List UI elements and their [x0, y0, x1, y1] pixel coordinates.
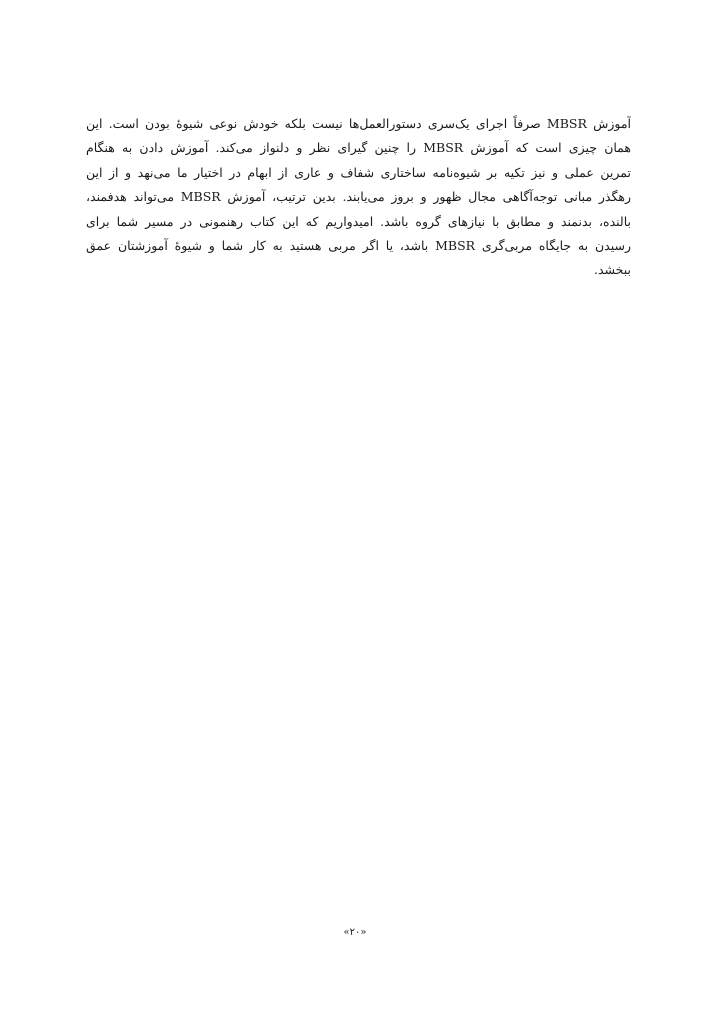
- paragraph-line: همان چیزی است که آموزش MBSR را چنین گیرای نظر و دلنواز می‌کند. آموزش دادن به هنگام: [86, 140, 631, 156]
- body-paragraph: [86, 112, 631, 283]
- paragraph-line: رهگذر مبانی توجه‌آگاهی مجال ظهور و بروز می‌یابند. بدین ترتیب، آموزش MBSR می‌تواند هدفمند،: [86, 189, 631, 205]
- page-number: «۲۰»: [343, 927, 367, 938]
- paragraph-line: آموزش MBSR صرفاً اجرای یک‌سری دستورالعمل‌ها نیست بلکه خودش نوعی شیوهٔ بودن است. این: [86, 116, 631, 131]
- paragraph-line: تمرین عملی و نیز تکیه بر شیوه‌نامه ساختاری شفاف و عاری از ابهام در اختیار ما می‌نهد و از این: [86, 164, 631, 180]
- paragraph-line-last: ببخشد.: [593, 262, 631, 278]
- paragraph-line: بالنده، بدنمند و مطابق با نیازهای گروه باشد. امیدواریم که این کتاب رهنمونی در مسیر شما برای: [86, 213, 631, 229]
- paragraph-line: رسیدن به جایگاه مربی‌گری MBSR باشد، یا اگر مربی هستید به کار شما و شیوهٔ آموزشتان عمق: [86, 237, 631, 253]
